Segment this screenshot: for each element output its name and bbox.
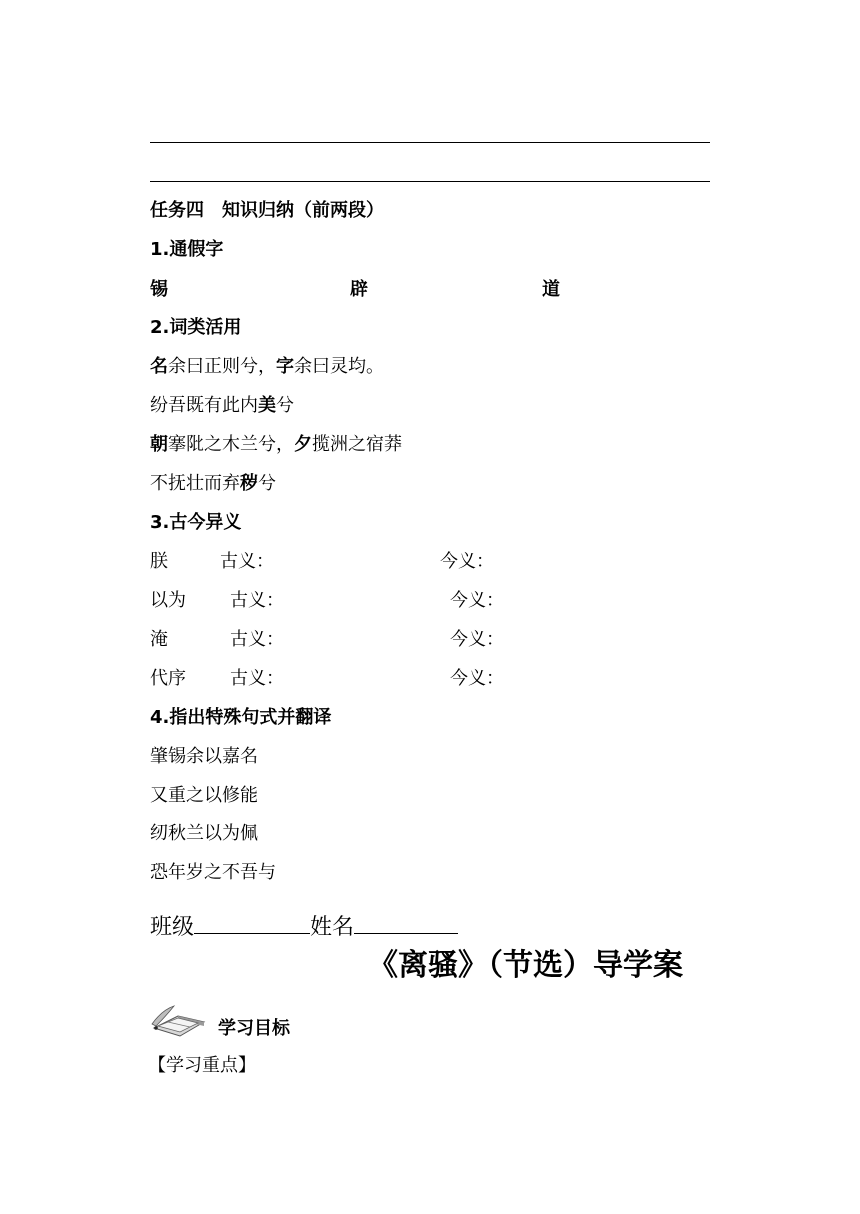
text: 揽洲之宿莽: [312, 434, 402, 455]
text: 搴阰之木兰兮，: [168, 434, 294, 455]
text: 兮: [276, 395, 294, 416]
sentence-item: 恐年岁之不吾与: [150, 862, 276, 883]
gujin-word: 淹: [150, 629, 168, 650]
text: 不抚壮而弃: [150, 473, 240, 494]
bold-word: 秽: [240, 473, 258, 494]
name-blank[interactable]: [354, 913, 458, 934]
ancient-meaning-label: 古义：: [230, 668, 284, 689]
cilei-line-3: [150, 433, 402, 457]
ancient-meaning-label: 古义：: [230, 590, 284, 611]
sentence-item: 纫秋兰以为佩: [150, 823, 258, 844]
text: 兮: [258, 473, 276, 494]
tongjiazi-heading: 1.通假字: [150, 239, 224, 260]
gujin-row: [150, 628, 710, 652]
gujin-heading: 3.古今异义: [150, 512, 242, 533]
sentence-item: 肇锡余以嘉名: [150, 746, 258, 767]
class-label: 班级: [150, 915, 195, 940]
objectives-row: [148, 1004, 448, 1044]
bold-word: 美: [258, 395, 276, 416]
cilei-heading: 2.词类活用: [150, 317, 242, 338]
key-points-heading: 【学习重点】: [148, 1055, 256, 1076]
tongjiazi-row: [150, 278, 710, 302]
tongjiazi-item: 道: [542, 279, 560, 300]
sentence-item: 又重之以修能: [150, 785, 258, 806]
sentence-heading: 4.指出特殊句式并翻译: [150, 707, 332, 728]
book-quill-icon: [148, 1004, 208, 1038]
bold-word: 夕: [294, 434, 312, 455]
bold-word: 名: [150, 356, 168, 377]
text: 纷吾既有此内: [150, 395, 258, 416]
gujin-word: 代序: [150, 668, 186, 689]
gujin-row: [150, 550, 710, 574]
gujin-word: 朕: [150, 551, 168, 572]
tongjiazi-item: 辟: [350, 279, 368, 300]
text: 余曰正则兮，: [168, 356, 276, 377]
modern-meaning-label: 今义：: [440, 551, 494, 572]
bold-word: 朝: [150, 434, 168, 455]
cilei-line-1: [150, 355, 384, 379]
gujin-word: 以为: [150, 590, 186, 611]
class-blank[interactable]: [194, 913, 310, 934]
task4-heading: 任务四 知识归纳（前两段）: [150, 200, 384, 221]
class-name-line: [150, 910, 458, 941]
cilei-line-4: [150, 472, 276, 496]
text: 余曰灵均。: [294, 356, 384, 377]
modern-meaning-label: 今义：: [450, 668, 504, 689]
doc-title: 《离骚》（节选）导学案: [368, 948, 683, 983]
modern-meaning-label: 今义：: [450, 629, 504, 650]
gujin-row: [150, 667, 710, 691]
ancient-meaning-label: 古义：: [230, 629, 284, 650]
cilei-line-2: [150, 394, 294, 418]
answer-line-2: [150, 181, 710, 182]
name-label: 姓名: [310, 915, 355, 940]
tongjiazi-item: 锡: [150, 279, 168, 300]
answer-line-1: [150, 142, 710, 143]
modern-meaning-label: 今义：: [450, 590, 504, 611]
gujin-row: [150, 589, 710, 613]
objectives-heading: 学习目标: [218, 1018, 290, 1039]
bold-word: 字: [276, 356, 294, 377]
ancient-meaning-label: 古义：: [220, 551, 274, 572]
